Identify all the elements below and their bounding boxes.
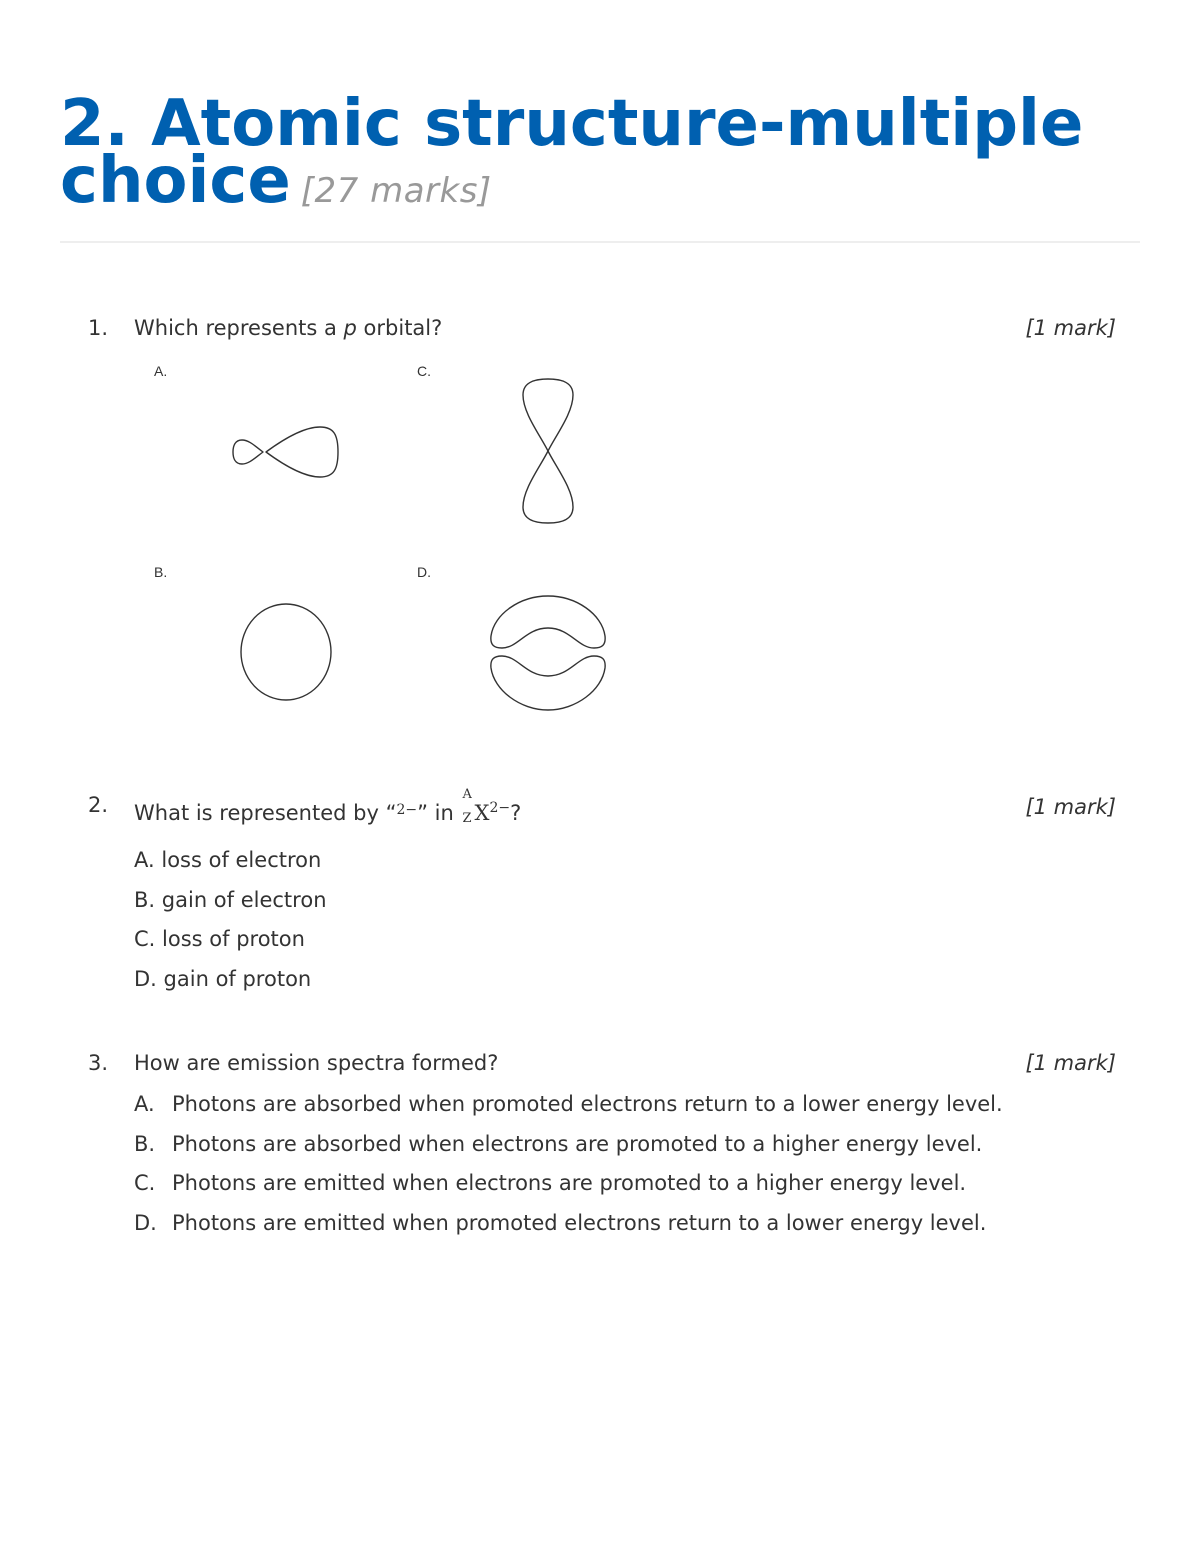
option-label: C.	[134, 927, 156, 951]
option-label: D.	[134, 1211, 157, 1235]
question-number: 3.	[88, 1051, 109, 1075]
option-label: B.	[134, 888, 156, 912]
answer-option-d[interactable]	[134, 1208, 986, 1238]
question-mark: [1 mark]	[1025, 316, 1116, 340]
answer-option-a[interactable]	[134, 845, 321, 875]
option-label: A.	[134, 1092, 155, 1116]
answer-option-a[interactable]	[134, 1089, 1003, 1119]
question-text-part: ?	[510, 801, 522, 825]
option-text: gain of proton	[163, 967, 312, 991]
header-divider	[60, 241, 1140, 243]
answer-option-b[interactable]	[134, 1129, 982, 1159]
answer-option-c[interactable]	[134, 924, 305, 954]
option-label: C.	[134, 1171, 156, 1195]
charge-notation: 2−	[396, 802, 418, 818]
answer-option-b[interactable]	[134, 885, 327, 915]
question-2-stem	[88, 787, 1120, 826]
vertical-figure-eight-orbital-icon	[523, 379, 573, 523]
sphere-s-orbital-icon	[241, 604, 331, 700]
page-title	[60, 87, 1150, 220]
element-symbol: X	[474, 801, 490, 825]
question-mark: [1 mark]	[1025, 795, 1116, 819]
figure-option-a-label: A.	[154, 363, 168, 379]
ion-charge: 2−	[489, 800, 511, 816]
option-text: gain of electron	[161, 888, 327, 912]
option-text: loss of electron	[161, 848, 322, 872]
option-label: B.	[134, 1132, 156, 1156]
page-title-text: 2. Atomic structure-multiple choice	[60, 87, 1084, 218]
unequal-two-lobe-orbital-icon	[233, 427, 338, 477]
total-marks: [27 marks]	[300, 171, 492, 211]
question-3	[88, 1048, 1120, 1235]
answer-option-c[interactable]	[134, 1168, 966, 1198]
question-text-part: ” in	[417, 801, 461, 825]
nuclide-notation	[460, 787, 474, 828]
question-1	[88, 313, 1120, 343]
mass-number: A	[462, 787, 472, 802]
option-text: Photons are emitted when promoted electrons return to a lower energy level.	[172, 1211, 987, 1235]
figure-option-b-label: B.	[154, 564, 168, 580]
question-2	[88, 787, 1120, 991]
atomic-number: Z	[462, 811, 472, 826]
two-crescent-lobes-orbital-icon	[491, 596, 605, 710]
question-1-stem	[88, 313, 1120, 343]
question-text-part: orbital?	[356, 316, 443, 340]
question-text	[134, 313, 442, 343]
question-mark: [1 mark]	[1025, 1051, 1116, 1075]
answer-option-d[interactable]	[134, 964, 311, 994]
question-text-part: Which represents a	[134, 316, 344, 340]
option-label: D.	[134, 967, 157, 991]
option-text: loss of proton	[162, 927, 305, 951]
figure-option-d-label: D.	[417, 564, 431, 580]
question-text: How are emission spectra formed?	[134, 1051, 499, 1075]
option-text: Photons are absorbed when promoted electrons return to a lower energy level.	[172, 1092, 1003, 1116]
question-text-italic: p	[343, 316, 357, 340]
option-text: Photons are absorbed when electrons are promoted to a higher energy level.	[172, 1132, 983, 1156]
option-text: Photons are emitted when electrons are promoted to a higher energy level.	[172, 1171, 967, 1195]
figure-option-c-label: C.	[417, 363, 431, 379]
question-number: 1.	[88, 316, 109, 340]
question-number: 2.	[88, 793, 109, 817]
option-label: A.	[134, 848, 155, 872]
question-text-part: What is represented by “	[134, 801, 397, 825]
question-3-stem	[88, 1048, 1120, 1078]
question-text	[134, 787, 522, 828]
